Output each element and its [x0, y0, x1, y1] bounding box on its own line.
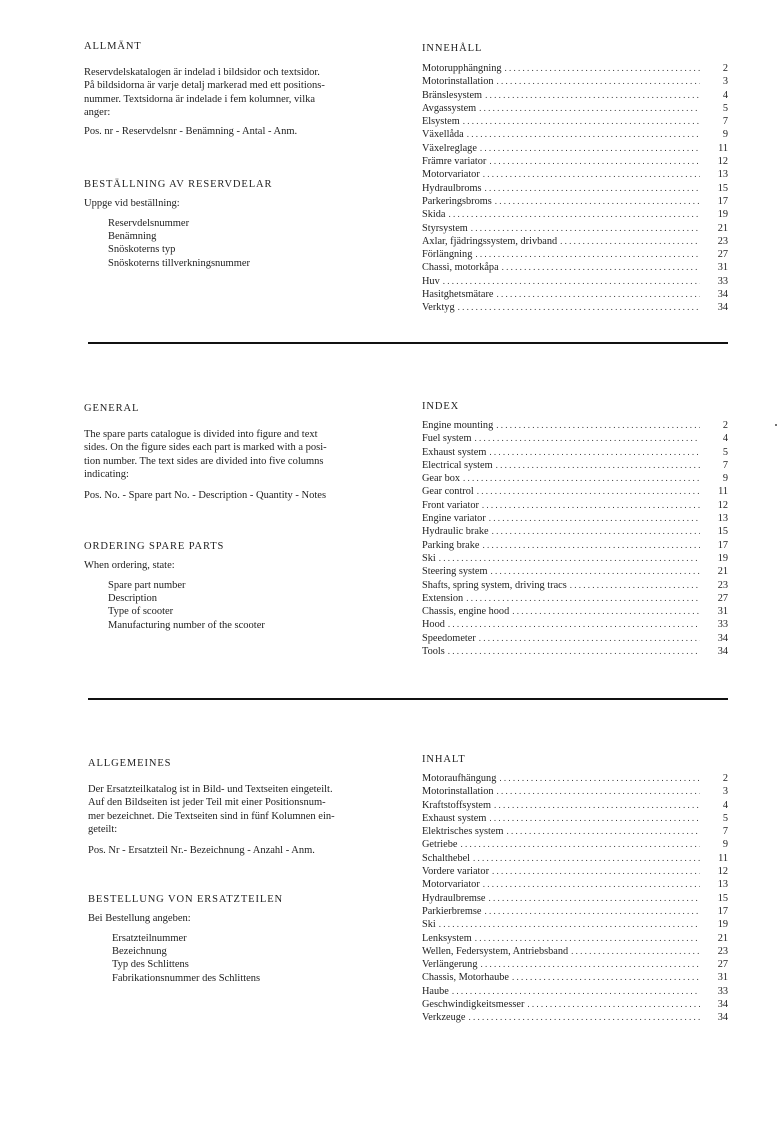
index-item-page: 33 [717, 985, 728, 997]
index-item [422, 525, 728, 538]
index-item-title: Förlängning [422, 249, 473, 261]
index-item-page: 12 [717, 499, 728, 511]
index-item [422, 958, 728, 971]
index-item [422, 128, 728, 141]
german-ordering-intro: Bei Bestellung angeben: [88, 913, 191, 925]
index-item-page: 33 [717, 619, 728, 631]
english-left-column [84, 402, 404, 632]
index-item-title: Huv [422, 275, 440, 287]
index-item [422, 812, 728, 825]
german-index [422, 753, 728, 1025]
index-item-title: Axlar, fjädringssystem, drivband [422, 235, 558, 247]
index-item-title: Styrsystem [422, 222, 468, 234]
index-item-title: Exhaust system [422, 446, 487, 458]
german-index-heading: INHALT [422, 754, 466, 765]
index-item [422, 579, 728, 592]
index-item-title: Tools [422, 646, 445, 658]
index-item-page: 13 [717, 169, 728, 181]
english-ordering-item: Manufacturing number of the scooter [108, 619, 265, 631]
index-item-title: Electrical system [422, 459, 493, 471]
index-item [422, 195, 728, 208]
swedish-index-list [422, 62, 728, 315]
english-general-line: sides. On the figure sides each part is marked with a posi- [84, 442, 327, 454]
index-item [422, 539, 728, 552]
index-item-page: 15 [717, 892, 728, 904]
german-columns: Pos. Nr - Ersatzteil Nr.- Bezeichnung - Anzahl - Anm. [88, 845, 315, 857]
swedish-columns: Pos. nr - Reservdelsnr - Benämning - Antal - Anm. [84, 126, 298, 138]
index-item-page: 11 [718, 852, 728, 864]
index-item-title: Kraftstoffsystem [422, 799, 492, 811]
english-ordering-item: Spare part number [108, 579, 186, 591]
index-item-page: 34 [717, 1012, 728, 1024]
index-item-page: 12 [717, 156, 728, 168]
swedish-general-line: På bildsidorna är varje detalj markerad med ett positions- [84, 80, 325, 92]
index-item [422, 565, 728, 578]
swedish-general-heading: ALLMÄNT [84, 41, 142, 52]
index-item-title: Verkzeuge [422, 1012, 466, 1024]
index-item [422, 102, 728, 115]
index-item [422, 261, 728, 274]
index-item-page: 2 [722, 420, 728, 431]
index-item-page: 9 [722, 473, 728, 485]
index-item-page: 33 [717, 275, 728, 287]
index-item-title: Ski [422, 552, 436, 564]
german-index-list [422, 772, 728, 1025]
english-index-heading: INDEX [422, 401, 460, 412]
index-item-page: 34 [717, 632, 728, 644]
swedish-ordering-intro: Uppge vid beställning: [84, 198, 180, 210]
index-item [422, 432, 728, 445]
index-item [422, 499, 728, 512]
index-item-page: 5 [722, 812, 728, 824]
german-ordering-item: Typ des Schlittens [112, 959, 189, 971]
index-item [422, 512, 728, 525]
german-general-line: geteilt: [88, 823, 118, 835]
index-item-title: Chassis, Motorhaube [422, 972, 509, 984]
index-item-title: Motorinstallation [422, 76, 494, 88]
index-item [422, 248, 728, 261]
index-item-title: Fuel system [422, 433, 472, 445]
index-item-title: Schalthebel [422, 852, 471, 864]
index-item [422, 485, 728, 498]
index-item [422, 275, 728, 288]
index-item-title: Speedometer [422, 632, 476, 644]
index-item-page: 4 [722, 799, 728, 811]
index-item-title: Engine variator [422, 513, 486, 525]
english-index [422, 400, 728, 658]
index-item-page: 2 [722, 773, 728, 784]
index-item-title: Parking brake [422, 539, 480, 551]
index-item [422, 645, 728, 658]
index-item-title: Elsystem [422, 116, 460, 128]
index-item-title: Vordere variator [422, 866, 489, 878]
index-item-page: 3 [722, 786, 728, 798]
index-item-title: Motorvariator [422, 879, 480, 891]
index-item-page: 7 [722, 116, 728, 128]
index-item-page: 27 [717, 592, 728, 604]
index-item-title: Chassis, engine hood [422, 606, 510, 618]
index-item-title: Wellen, Federsystem, Antriebsband [422, 945, 569, 957]
index-item [422, 892, 728, 905]
index-item [422, 168, 728, 181]
swedish-ordering-item: Snöskoterns typ [108, 244, 176, 256]
index-item-page: 2 [722, 63, 728, 74]
index-item [422, 155, 728, 168]
index-item-title: Chassi, motorkåpa [422, 262, 499, 274]
english-general-line: tion number. The text sides are divided into five columns [84, 455, 324, 467]
stray-mark [775, 424, 777, 426]
index-item [422, 918, 728, 931]
index-item-title: Gear box [422, 473, 461, 485]
index-item-title: Hood [422, 619, 445, 631]
swedish-general-line: anger: [84, 106, 111, 118]
index-item-page: 23 [717, 235, 728, 247]
index-item-page: 34 [717, 999, 728, 1011]
index-item-title: Hasitghetsmätare [422, 289, 494, 301]
index-item-page: 17 [717, 539, 728, 551]
english-columns: Pos. No. - Spare part No. - Description - Quantity - Notes [84, 490, 327, 502]
index-item [422, 1011, 728, 1024]
index-item [422, 825, 728, 838]
index-item-title: Elektrisches system [422, 826, 504, 838]
index-item [422, 182, 728, 195]
index-item [422, 75, 728, 88]
index-item-title: Parkeringsbroms [422, 195, 492, 207]
section-divider [88, 698, 728, 700]
index-item [422, 618, 728, 631]
index-item-title: Extension [422, 592, 464, 604]
german-ordering-item: Fabrikationsnummer des Schlittens [112, 972, 261, 984]
index-item [422, 301, 728, 314]
index-item-title: Engine mounting [422, 420, 494, 431]
index-item-page: 13 [717, 879, 728, 891]
index-item [422, 878, 728, 891]
index-item-title: Hydraulbroms [422, 182, 482, 194]
index-item-page: 9 [722, 839, 728, 851]
english-ordering-intro: When ordering, state: [84, 560, 175, 572]
index-item-title: Motoraufhängung [422, 773, 497, 784]
index-item [422, 971, 728, 984]
index-item-page: 34 [717, 289, 728, 301]
index-item-page: 9 [722, 129, 728, 141]
index-item-title: Växellåda [422, 129, 464, 141]
index-item-page: 3 [722, 76, 728, 88]
index-item-page: 34 [717, 646, 728, 658]
index-item-title: Exhaust system [422, 812, 487, 824]
index-item-title: Lenksystem [422, 932, 472, 944]
swedish-index [422, 42, 728, 315]
index-item [422, 932, 728, 945]
swedish-ordering-item: Benämning [108, 231, 157, 243]
index-item [422, 852, 728, 865]
index-item-title: Verktyg [422, 302, 455, 314]
index-item-page: 7 [722, 826, 728, 838]
german-general-heading: ALLGEMEINES [88, 758, 172, 769]
index-item [422, 115, 728, 128]
index-item-page: 31 [717, 262, 728, 274]
index-item-title: Skida [422, 209, 446, 221]
section-divider [88, 342, 728, 344]
index-item-page: 5 [722, 102, 728, 114]
english-ordering-item: Description [108, 593, 157, 605]
index-item-page: 4 [722, 89, 728, 101]
index-item-title: Verlängerung [422, 959, 478, 971]
index-item-page: 21 [717, 566, 728, 578]
index-item-page: 17 [717, 195, 728, 207]
english-ordering-heading: ORDERING SPARE PARTS [84, 541, 225, 553]
english-ordering-item: Type of scooter [108, 606, 174, 618]
index-item-title: Motorvariator [422, 169, 480, 181]
index-item-title: Motorupphängning [422, 63, 502, 74]
german-ordering-item: Bezeichnung [112, 946, 167, 958]
index-item-page: 31 [717, 606, 728, 618]
swedish-ordering-item: Reservdelsnummer [108, 217, 190, 229]
index-item-page: 21 [717, 222, 728, 234]
german-left-column [88, 757, 408, 985]
index-item [422, 865, 728, 878]
index-item-page: 23 [717, 945, 728, 957]
index-item [422, 799, 728, 812]
index-item [422, 208, 728, 221]
swedish-ordering-item: Snöskoterns tillverkningsnummer [108, 257, 251, 269]
index-item-page: 23 [717, 579, 728, 591]
index-item-page: 21 [717, 932, 728, 944]
index-item-title: Gear control [422, 486, 474, 498]
swedish-ordering-heading: BESTÄLLNING AV RESERVDELAR [84, 179, 273, 191]
swedish-general-line: nummer. Textsidorna är indelade i fem kolumner, vilka [84, 93, 316, 105]
index-item [422, 838, 728, 851]
index-item-page: 27 [717, 959, 728, 971]
index-item [422, 632, 728, 645]
swedish-left-column [84, 40, 404, 270]
english-general-line: The spare parts catalogue is divided into figure and text [84, 429, 318, 440]
index-item-page: 15 [717, 526, 728, 538]
index-item-page: 19 [717, 209, 728, 221]
index-item-title: Hydraulbremse [422, 892, 486, 904]
index-item-page: 5 [722, 446, 728, 458]
swedish-general-line: Reservdelskatalogen är indelad i bildsidor och textsidor. [84, 67, 320, 78]
english-general-line: indicating: [84, 468, 129, 480]
index-item [422, 142, 728, 155]
german-ordering-heading: BESTELLUNG VON ERSATZTEILEN [88, 894, 284, 906]
index-item [422, 905, 728, 918]
index-item-title: Parkierbremse [422, 905, 482, 917]
index-item-page: 34 [717, 302, 728, 314]
index-item-title: Avgassystem [422, 102, 477, 114]
index-item-title: Geschwindigkeitsmesser [422, 999, 525, 1011]
index-item [422, 89, 728, 102]
index-item [422, 552, 728, 565]
index-item [422, 605, 728, 618]
index-item [422, 592, 728, 605]
index-item-title: Bränslesystem [422, 89, 483, 101]
index-item-title: Getriebe [422, 839, 458, 851]
german-ordering-item: Ersatzteilnummer [112, 932, 187, 944]
index-item-page: 7 [722, 459, 728, 471]
index-item [422, 235, 728, 248]
index-item [422, 945, 728, 958]
index-item-page: 19 [717, 919, 728, 931]
index-item-title: Motorinstallation [422, 786, 494, 798]
index-item [422, 772, 728, 785]
index-item-page: 19 [717, 552, 728, 564]
index-item-title: Hydraulic brake [422, 526, 489, 538]
index-item-page: 31 [717, 972, 728, 984]
index-item-page: 11 [718, 142, 728, 154]
english-general-heading: GENERAL [84, 403, 140, 414]
index-item-title: Växelreglage [422, 142, 477, 154]
index-item-title: Främre variator [422, 156, 487, 168]
index-item-title: Steering system [422, 566, 488, 578]
index-item-page: 27 [717, 249, 728, 261]
index-item [422, 459, 728, 472]
index-item-page: 4 [722, 433, 728, 445]
index-item-page: 11 [718, 486, 728, 498]
english-index-list [422, 419, 728, 658]
index-item [422, 472, 728, 485]
index-item [422, 222, 728, 235]
index-item [422, 288, 728, 301]
index-item-page: 13 [717, 513, 728, 525]
index-item-page: 17 [717, 905, 728, 917]
swedish-index-heading: INNEHÅLL [422, 43, 483, 54]
index-item [422, 62, 728, 75]
german-general-line: Auf den Bildseiten ist jeder Teil mit einer Positionsnum- [88, 797, 326, 809]
index-item-title: Haube [422, 985, 449, 997]
german-general-line: Der Ersatzteilkatalog ist in Bild- und Textseiten eingeteilt. [88, 784, 333, 795]
index-item [422, 985, 728, 998]
index-item-page: 12 [717, 866, 728, 878]
index-item-page: 15 [717, 182, 728, 194]
index-item [422, 785, 728, 798]
index-item [422, 419, 728, 432]
index-item-title: Front variator [422, 499, 479, 511]
index-item [422, 446, 728, 459]
index-item [422, 998, 728, 1011]
german-general-line: mer bezeichnet. Die Textseiten sind in fünf Kolumnen ein- [88, 810, 335, 822]
index-item-title: Ski [422, 919, 436, 931]
index-item-title: Shafts, spring system, driving tracs [422, 579, 567, 591]
